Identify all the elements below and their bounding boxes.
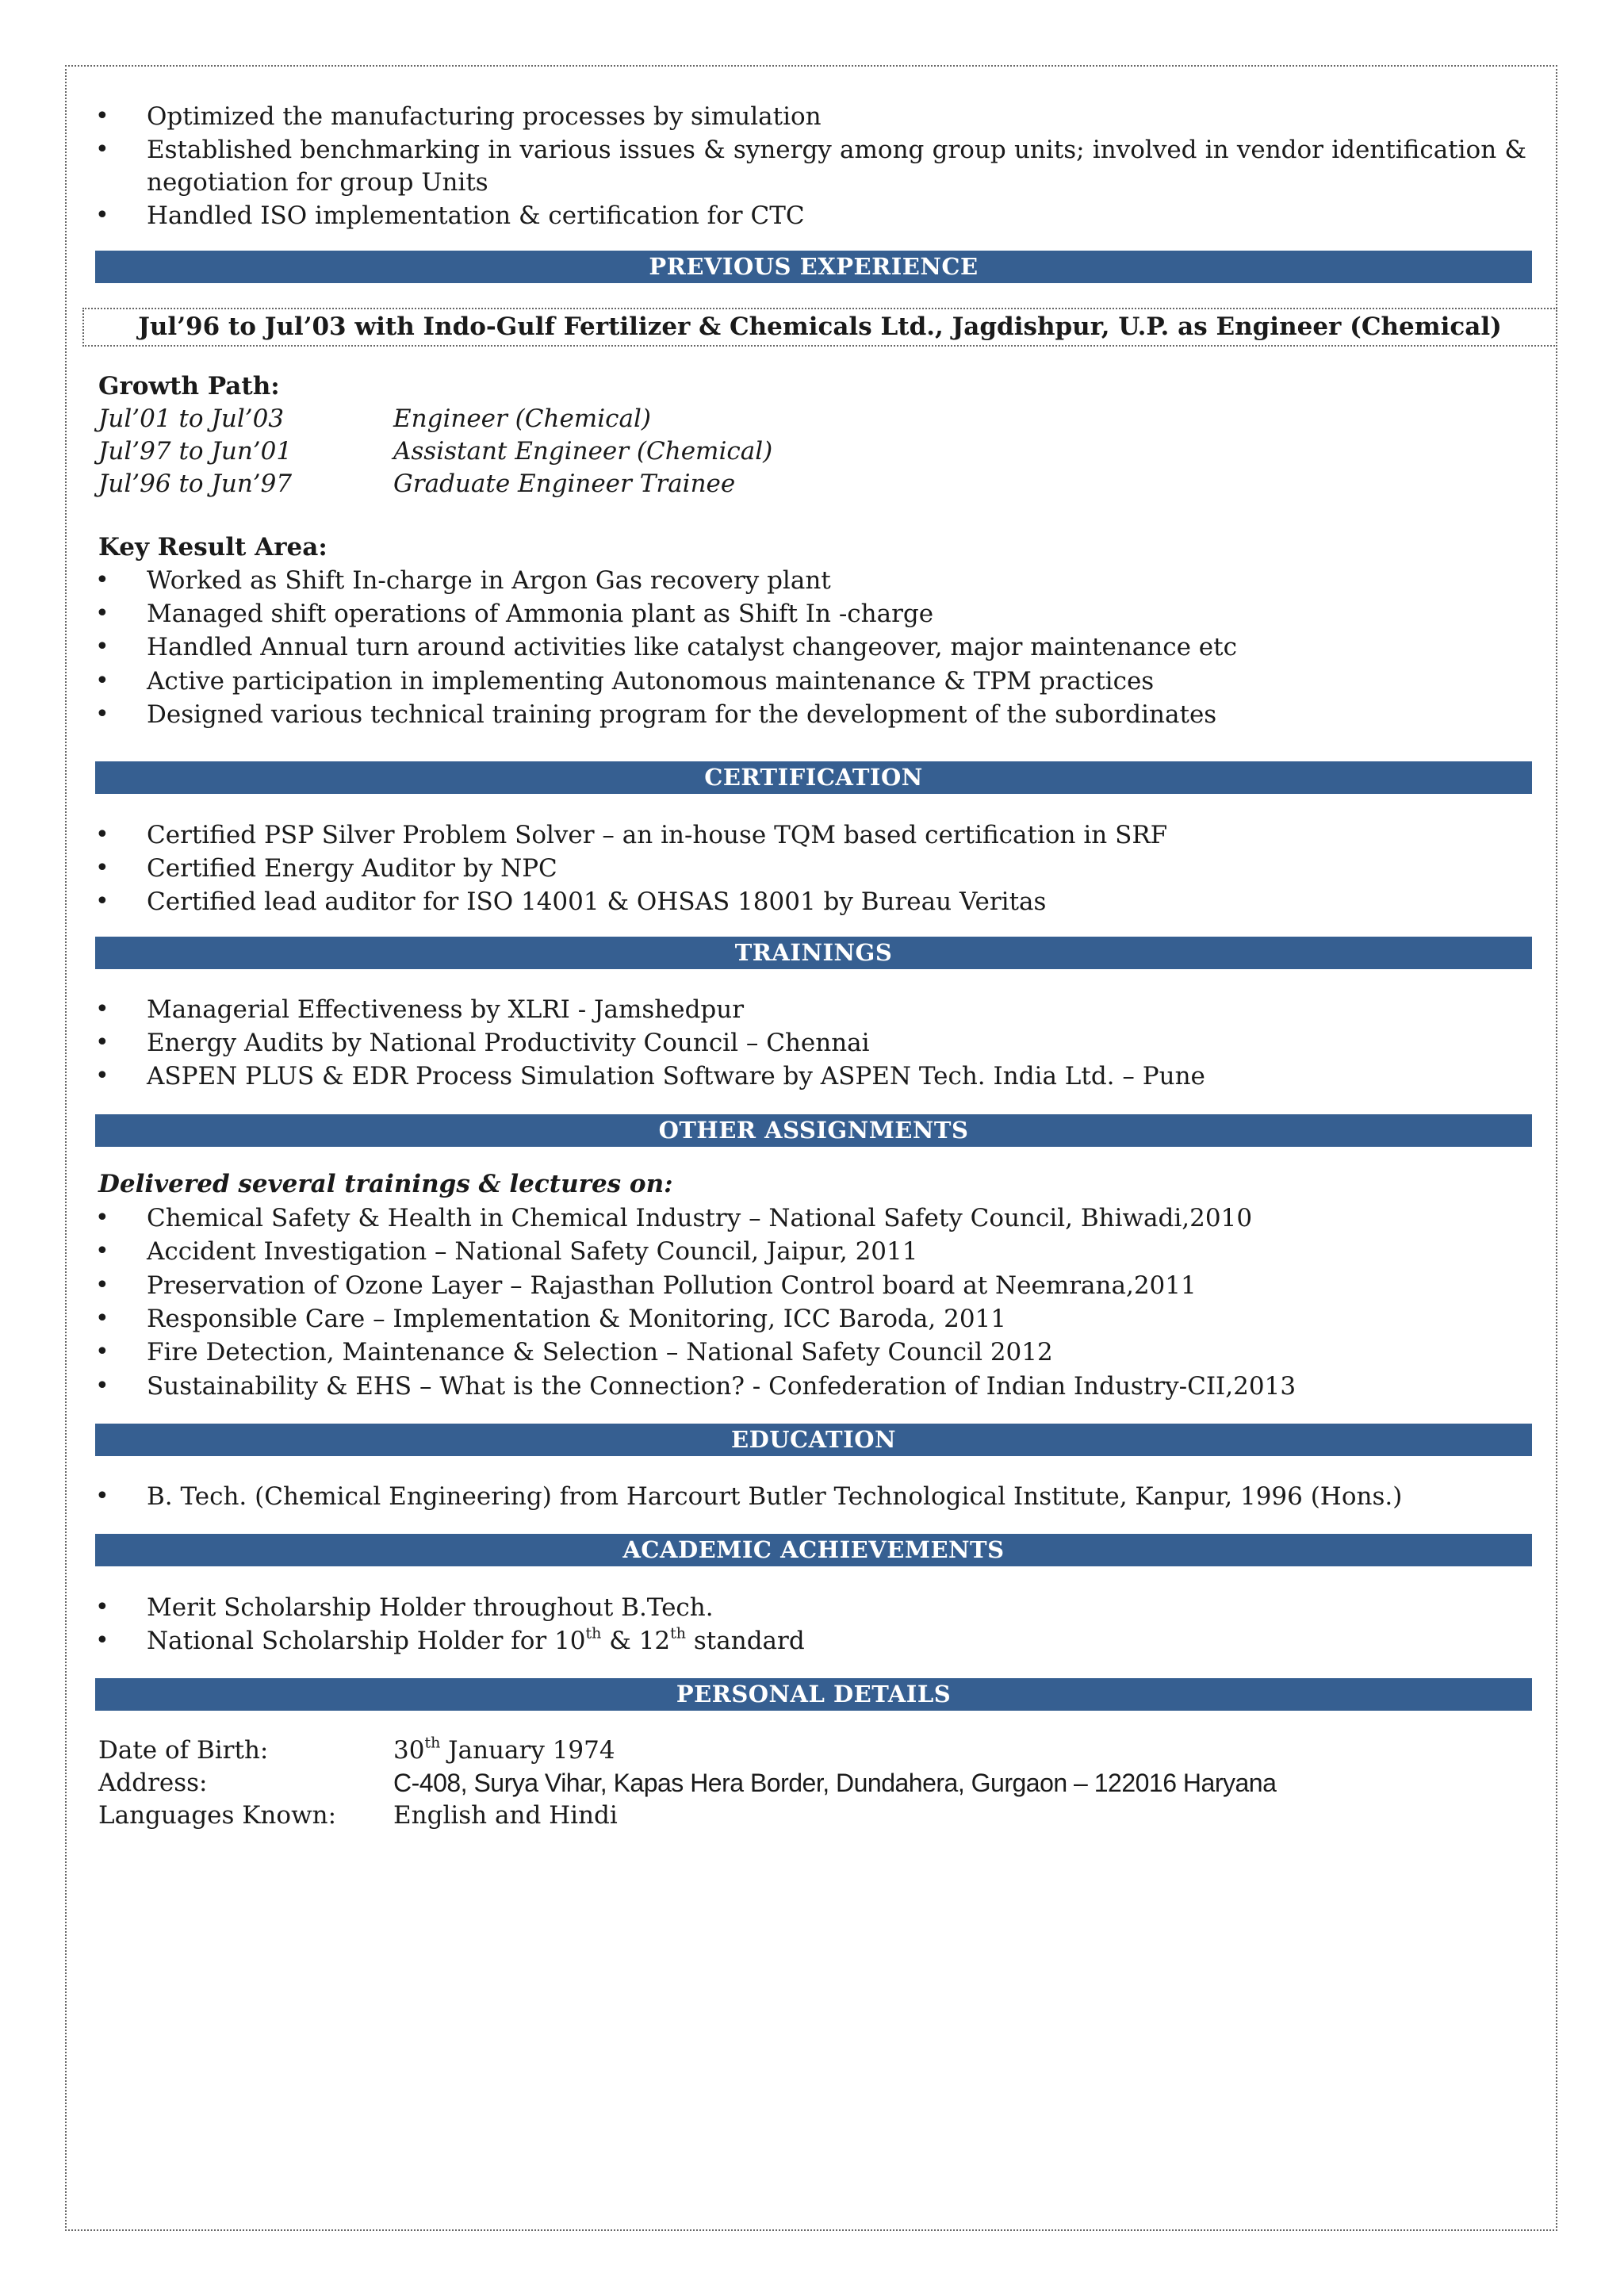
bullet-icon: • [95, 700, 109, 728]
bullet-icon: • [95, 566, 109, 594]
bullet-icon: • [95, 821, 109, 849]
list-item [147, 1624, 805, 1658]
growth-period: Jul’96 to Jun’97 [98, 470, 293, 498]
list-item: Managed shift operations of Ammonia plant as Shift In -charge [147, 600, 934, 628]
bullet-icon: • [95, 1482, 109, 1510]
list-item: Handled ISO implementation & certification for CTC [147, 201, 805, 230]
bullet-icon: • [95, 1305, 109, 1332]
bullet-icon: • [95, 854, 109, 882]
section-header-education: EDUCATION [95, 1424, 1532, 1456]
address-label: Address: [98, 1769, 208, 1797]
bullet-icon: • [95, 887, 109, 915]
bullet-icon: • [95, 1372, 109, 1400]
list-item: Handled Annual turn around activities like catalyst changeover, major maintenance etc [147, 633, 1237, 661]
bullet-icon: • [95, 667, 109, 695]
bullet-icon: • [95, 995, 109, 1023]
bullet-icon: • [95, 136, 109, 163]
list-item: Managerial Effectiveness by XLRI - Jamshedpur [147, 995, 745, 1024]
section-header-academic-achievements: ACADEMIC ACHIEVEMENTS [95, 1534, 1532, 1566]
bullet-icon: • [95, 1338, 109, 1366]
job-title: Jul’96 to Jul’03 with Indo-Gulf Fertilizer & Chemicals Ltd., Jagdishpur, U.P. as Engineer (Chemical) [82, 308, 1557, 347]
growth-path-label: Growth Path: [98, 372, 280, 401]
list-item: Active participation in implementing Autonomous maintenance & TPM practices [147, 667, 1155, 696]
list-item: Certified PSP Silver Problem Solver – an in-house TQM based certification in SRF [147, 821, 1168, 849]
growth-role: Graduate Engineer Trainee [393, 470, 736, 498]
superscript: th [424, 1734, 441, 1752]
text-segment: & 12 [601, 1627, 671, 1655]
languages-value: English and Hindi [393, 1801, 618, 1830]
bullet-icon: • [95, 1204, 109, 1232]
bullet-icon: • [95, 1627, 109, 1654]
list-item: Designed various technical training program for the development of the subordinates [147, 700, 1217, 729]
list-item: Established benchmarking in various issues & synergy among group units; involved in vendor identification & [147, 136, 1526, 164]
list-item: Preservation of Ozone Layer – Rajasthan Pollution Control board at Neemrana,2011 [147, 1271, 1197, 1300]
dob-value [393, 1734, 615, 1767]
superscript: th [670, 1624, 687, 1642]
languages-label: Languages Known: [98, 1801, 337, 1830]
list-item: Optimized the manufacturing processes by simulation [147, 102, 822, 131]
bullet-icon: • [95, 201, 109, 229]
bullet-icon: • [95, 1029, 109, 1056]
bullet-icon: • [95, 1062, 109, 1090]
bullet-icon: • [95, 1593, 109, 1621]
list-item: B. Tech. (Chemical Engineering) from Harcourt Butler Technological Institute, Kanpur, 1996 (Hons.) [147, 1482, 1403, 1511]
address-value: C-408, Surya Vihar, Kapas Hera Border, Dundahera, Gurgaon – 122016 Haryana [393, 1769, 1277, 1797]
section-header-personal-details: PERSONAL DETAILS [95, 1678, 1532, 1711]
section-header-other-assignments: OTHER ASSIGNMENTS [95, 1114, 1532, 1147]
list-item: Chemical Safety & Health in Chemical Industry – National Safety Council, Bhiwadi,2010 [147, 1204, 1253, 1232]
growth-period: Jul’01 to Jul’03 [98, 404, 285, 433]
section-header-certification: CERTIFICATION [95, 761, 1532, 794]
list-item: ASPEN PLUS & EDR Process Simulation Software by ASPEN Tech. India Ltd. – Pune [147, 1062, 1205, 1091]
bullet-icon: • [95, 600, 109, 627]
list-item: Sustainability & EHS – What is the Connection? - Confederation of Indian Industry-CII,2013 [147, 1372, 1297, 1401]
text-segment: 30 [393, 1736, 425, 1765]
list-item: Responsible Care – Implementation & Monitoring, ICC Baroda, 2011 [147, 1305, 1006, 1333]
bullet-icon: • [95, 1271, 109, 1299]
list-item: Certified Energy Auditor by NPC [147, 854, 557, 883]
list-item: Accident Investigation – National Safety Council, Jaipur, 2011 [147, 1237, 918, 1266]
growth-role: Assistant Engineer (Chemical) [393, 437, 773, 466]
list-item: Fire Detection, Maintenance & Selection – National Safety Council 2012 [147, 1338, 1053, 1366]
bullet-icon: • [95, 102, 109, 130]
bullet-icon: • [95, 1237, 109, 1265]
growth-role: Engineer (Chemical) [393, 404, 651, 433]
text-segment: National Scholarship Holder for 10 [147, 1627, 586, 1655]
text-segment: standard [686, 1627, 805, 1655]
bullet-icon: • [95, 633, 109, 661]
text-segment: January 1974 [440, 1736, 615, 1765]
section-header-previous-experience: PREVIOUS EXPERIENCE [95, 251, 1532, 283]
dob-label: Date of Birth: [98, 1736, 269, 1765]
key-result-area-label: Key Result Area: [98, 533, 327, 562]
growth-period: Jul’97 to Jun’01 [98, 437, 293, 466]
list-item: Merit Scholarship Holder throughout B.Tech. [147, 1593, 714, 1622]
list-item-continuation: negotiation for group Units [147, 168, 488, 197]
list-item: Certified lead auditor for ISO 14001 & OHSAS 18001 by Bureau Veritas [147, 887, 1047, 916]
list-item: Worked as Shift In-charge in Argon Gas recovery plant [147, 566, 831, 595]
section-header-trainings: TRAININGS [95, 937, 1532, 969]
list-item: Energy Audits by National Productivity Council – Chennai [147, 1029, 870, 1057]
assignments-lead: Delivered several trainings & lectures on: [98, 1170, 673, 1198]
superscript: th [585, 1624, 602, 1642]
